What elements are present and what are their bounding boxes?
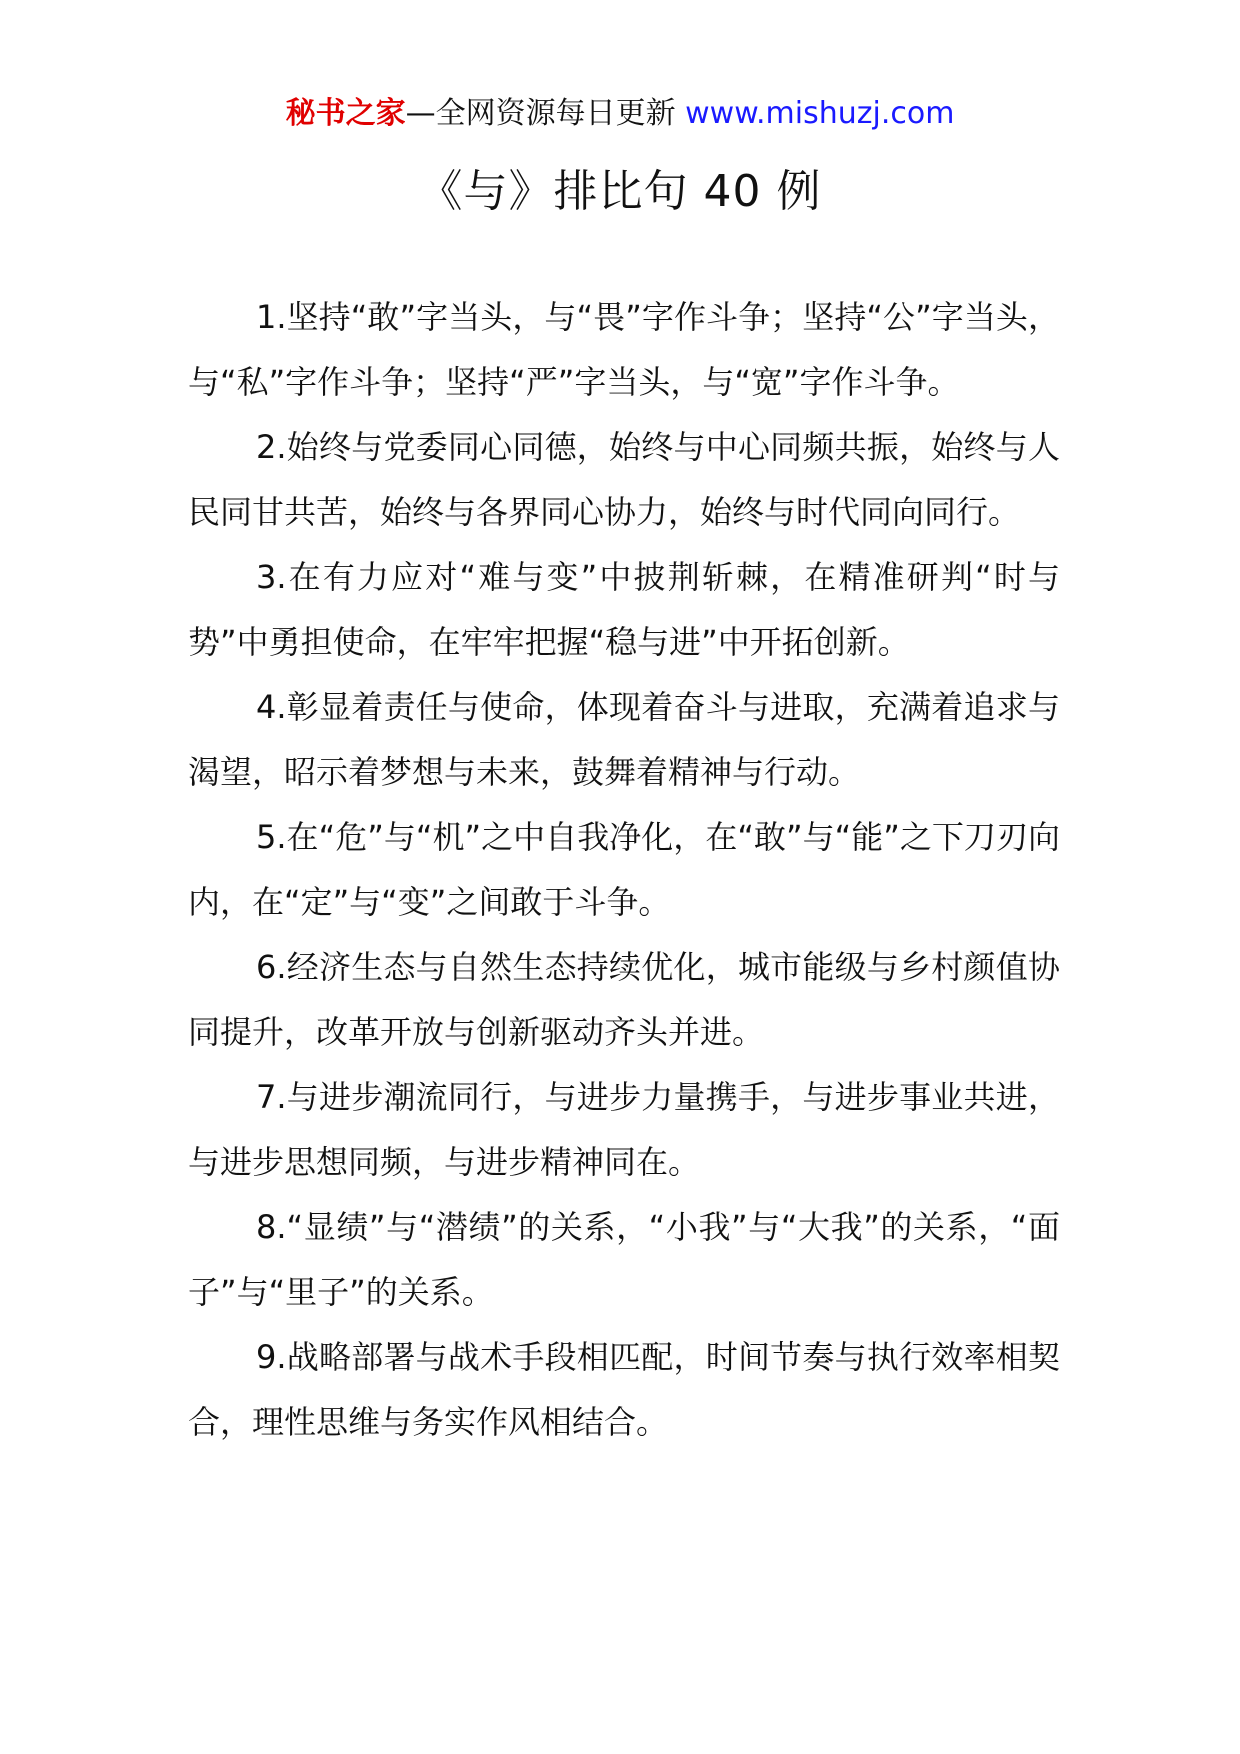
site-header xyxy=(0,94,1240,134)
paragraph-9: 9.战略部署与战术手段相匹配，时间节奏与执行效率相契合，理性思维与务实作风相结合。 xyxy=(188,1338,1060,1441)
paragraph-3: 3.在有力应对“难与变”中披荆斩棘，在精准研判“时与势”中勇担使命，在牢牢把握“稳与进”中开拓创新。 xyxy=(188,558,1060,661)
paragraph-5: 5.在“危”与“机”之中自我净化，在“敢”与“能”之下刀刃向内，在“定”与“变”之间敢于斗争。 xyxy=(188,818,1060,921)
paragraph-2: 2.始终与党委同心同德，始终与中心同频共振，始终与人民同甘共苦，始终与各界同心协力，始终与时代同向同行。 xyxy=(188,428,1060,531)
paragraph-8: 8.“显绩”与“潜绩”的关系，“小我”与“大我”的关系，“面子”与“里子”的关系。 xyxy=(188,1208,1060,1311)
document-title: 《与》排比句 40 例 xyxy=(418,166,822,217)
site-brand: 秘书之家 xyxy=(285,96,406,131)
paragraph-4: 4.彰显着责任与使命，体现着奋斗与进取，充满着追求与渴望，昭示着梦想与未来，鼓舞着精神与行动。 xyxy=(188,688,1060,791)
paragraph-7: 7.与进步潮流同行，与进步力量携手，与进步事业共进，与进步思想同频，与进步精神同在。 xyxy=(188,1078,1060,1181)
site-tagline: —全网资源每日更新 xyxy=(405,96,686,131)
paragraph-1: 1.坚持“敢”字当头，与“畏”字作斗争；坚持“公”字当头，与“私”字作斗争；坚持“严”字当头，与“宽”字作斗争。 xyxy=(188,298,1060,401)
paragraph-6: 6.经济生态与自然生态持续优化，城市能级与乡村颜值协同提升，改革开放与创新驱动齐头并进。 xyxy=(188,948,1060,1051)
document-body xyxy=(188,285,1060,1455)
site-url-link[interactable]: www.mishuzj.com xyxy=(685,96,955,131)
